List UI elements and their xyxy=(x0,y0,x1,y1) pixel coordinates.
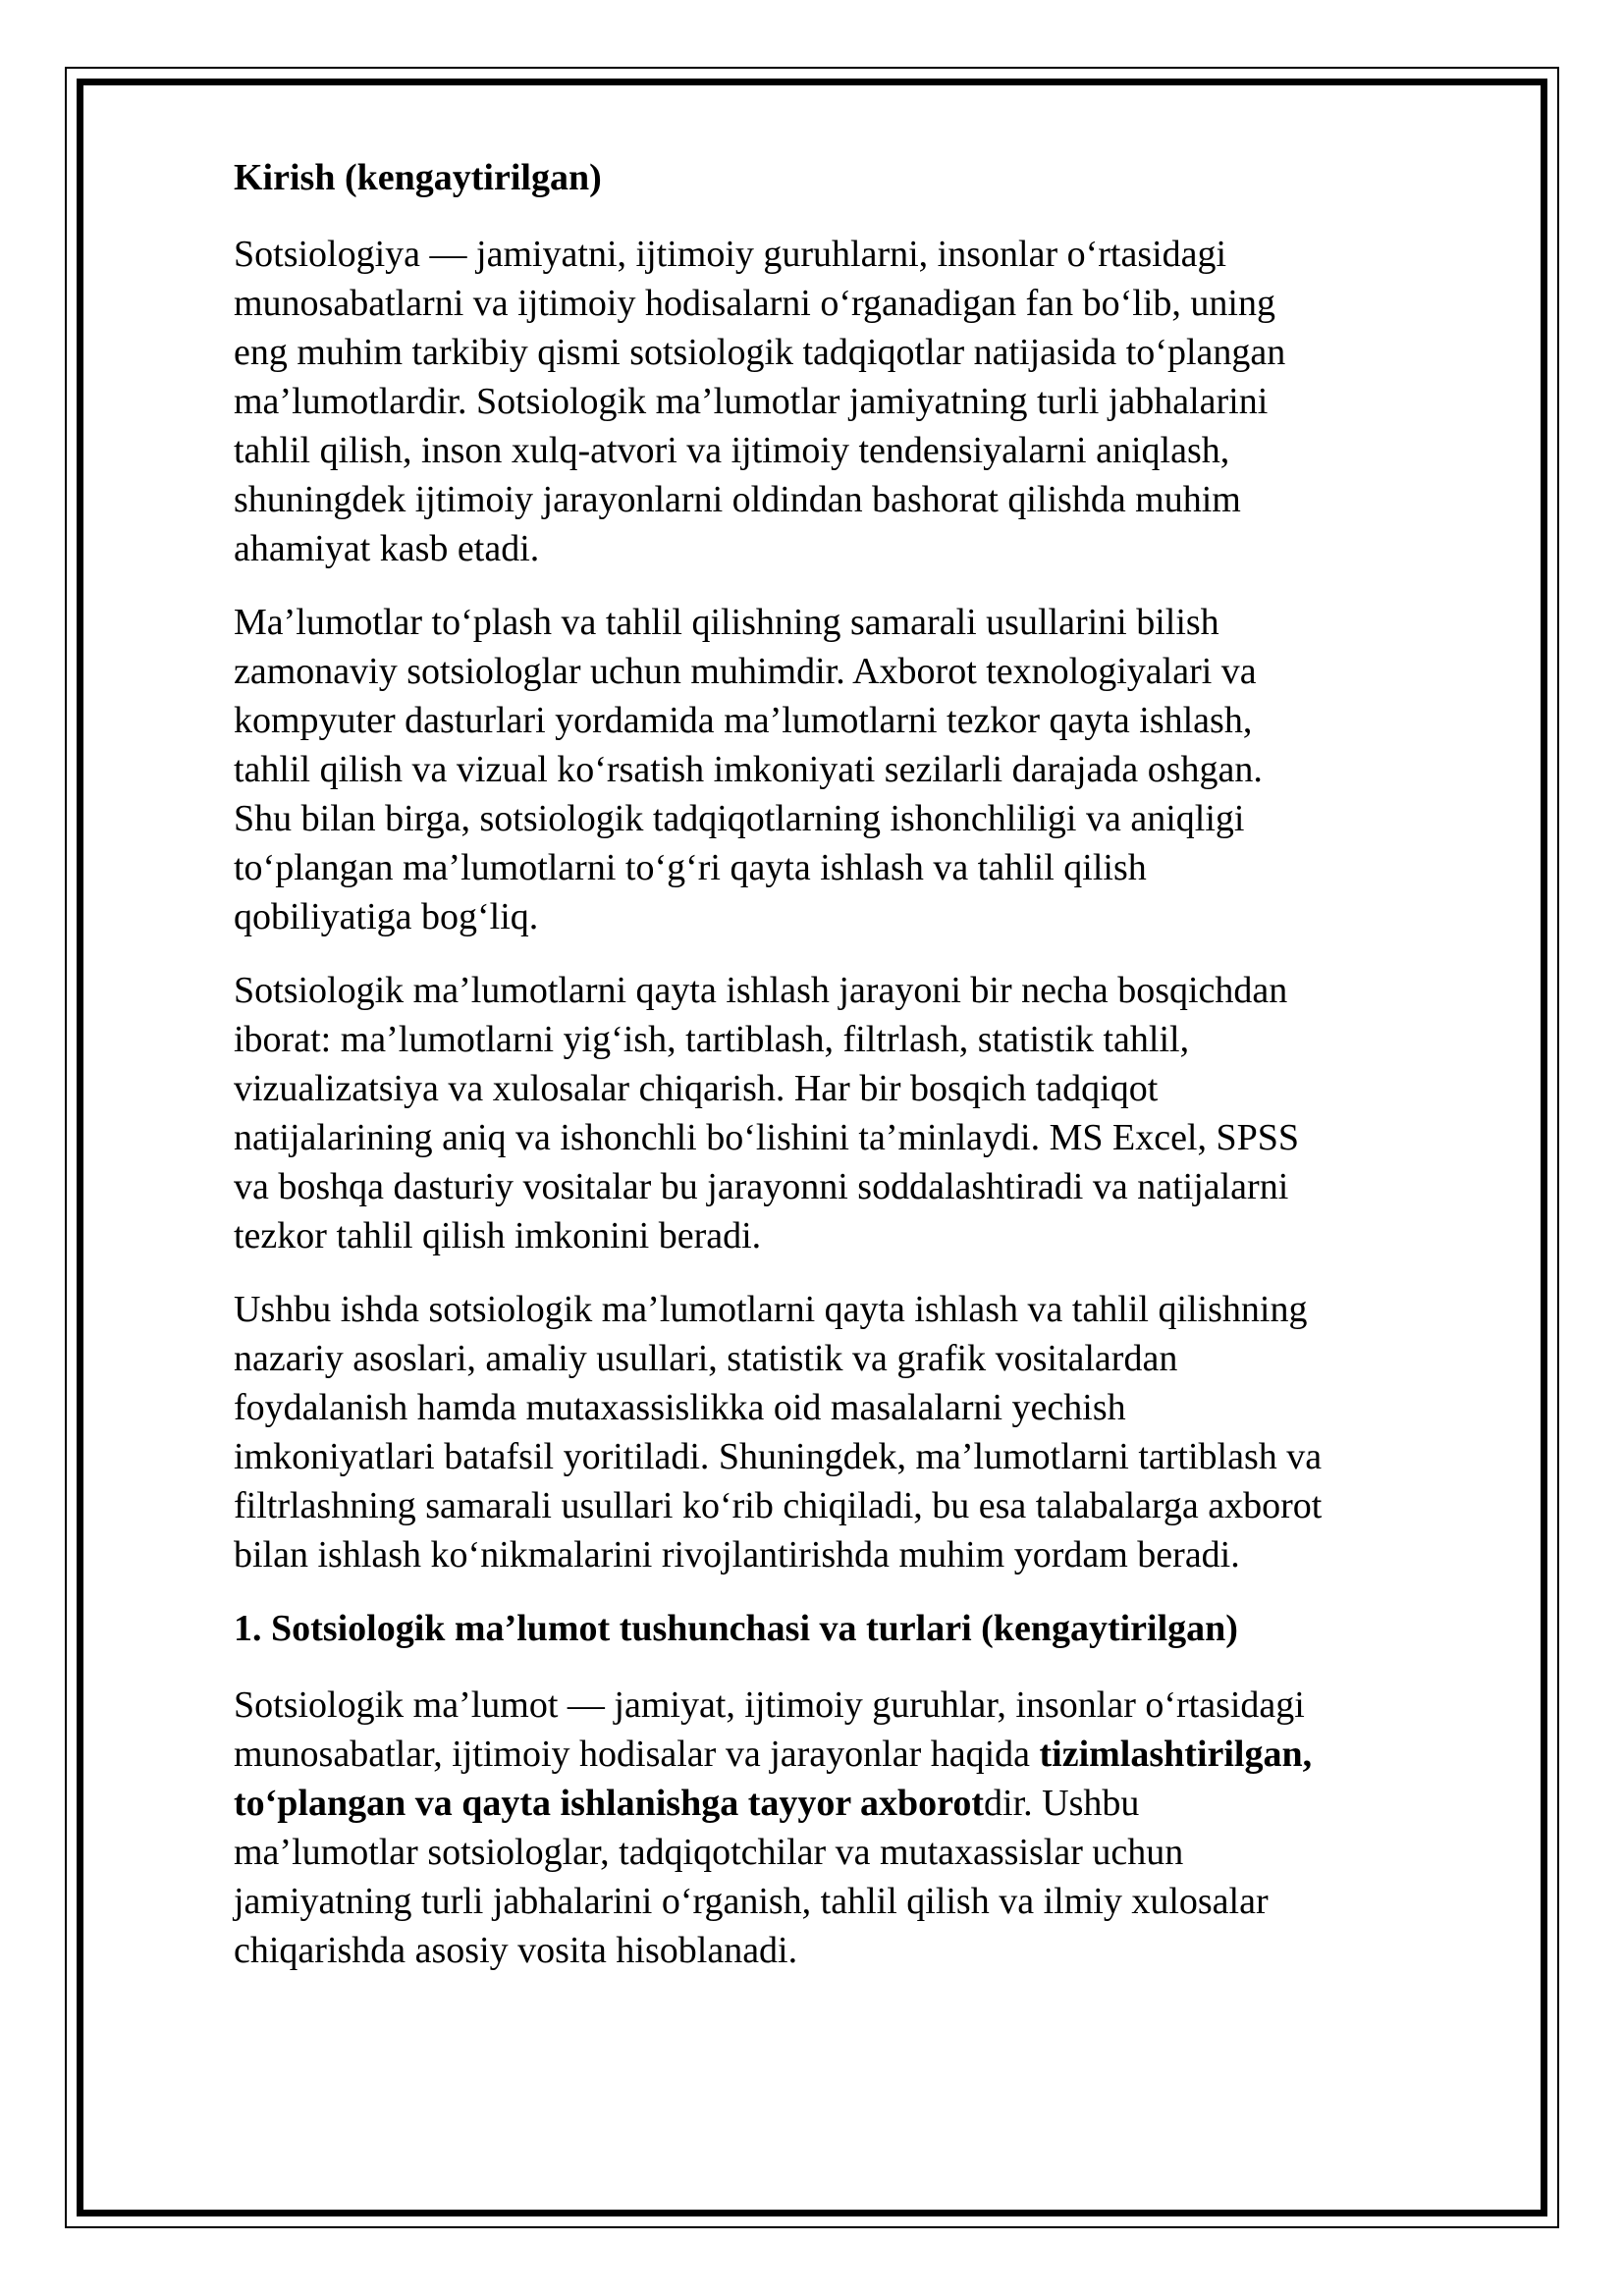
document-body xyxy=(234,153,1526,1975)
text-line: ma’lumotlar sotsiologlar, tadqiqotchilar va mutaxassislar uchun xyxy=(234,1832,1184,1873)
section-1-paragraph xyxy=(234,1681,1526,1975)
text-line: ma’lumotlardir. Sotsiologik ma’lumotlar jamiyatning turli jabhalarini xyxy=(234,381,1269,422)
text-line: Shu bilan birga, sotsiologik tadqiqotlarning ishonchliligi va aniqligi xyxy=(234,798,1245,839)
intro-paragraph-3 xyxy=(234,966,1526,1260)
text-line: foydalanish hamda mutaxassislikka oid masalalarni yechish xyxy=(234,1387,1126,1428)
text-line: zamonaviy sotsiologlar uchun muhimdir. Axborot texnologiyalari va xyxy=(234,651,1257,692)
text-line: imkoniyatlari batafsil yoritiladi. Shuningdek, ma’lumotlarni tartiblash va xyxy=(234,1436,1323,1477)
text-line xyxy=(234,1779,1526,1828)
text-line: nazariy asoslari, amaliy usullari, statistik va grafik vositalardan xyxy=(234,1338,1178,1379)
text-line: Sotsiologiya — jamiyatni, ijtimoiy guruhlarni, insonlar o‘rtasidagi xyxy=(234,234,1227,275)
text-line: natijalarining aniq va ishonchli bo‘lishini ta’minlaydi. MS Excel, SPSS xyxy=(234,1117,1300,1158)
text-line: va boshqa dasturiy vositalar bu jarayonni soddalashtiradi va natijalarni xyxy=(234,1166,1289,1207)
text-line: filtrlashning samarali usullari ko‘rib chiqiladi, bu esa talabalarga axborot xyxy=(234,1485,1323,1526)
text-line: munosabatlarni va ijtimoiy hodisalarni o‘rganadigan fan bo‘lib, uning xyxy=(234,283,1275,324)
heading-section-1: 1. Sotsiologik ma’lumot tushunchasi va turlari (kengaytirilgan) xyxy=(234,1608,1238,1649)
text-line: chiqarishda asosiy vosita hisoblanadi. xyxy=(234,1930,798,1971)
text-line: bilan ishlash ko‘nikmalarini rivojlantirishda muhim yordam beradi. xyxy=(234,1534,1240,1575)
intro-paragraph-4 xyxy=(234,1285,1526,1579)
text-line xyxy=(234,1730,1526,1779)
text-line: eng muhim tarkibiy qismi sotsiologik tadqiqotlar natijasida to‘plangan xyxy=(234,332,1286,373)
text-line: kompyuter dasturlari yordamida ma’lumotlarni tezkor qayta ishlash, xyxy=(234,700,1253,741)
text-line: tahlil qilish, inson xulq-atvori va ijtimoiy tendensiyalarni aniqlash, xyxy=(234,430,1230,471)
intro-paragraph-2 xyxy=(234,598,1526,941)
text-line: tezkor tahlil qilish imkonini beradi. xyxy=(234,1215,762,1256)
text-line: Sotsiologik ma’lumot — jamiyat, ijtimoiy guruhlar, insonlar o‘rtasidagi xyxy=(234,1684,1305,1726)
text-line: iborat: ma’lumotlarni yig‘ish, tartiblash, filtrlash, statistik tahlil, xyxy=(234,1019,1190,1060)
text-line: Sotsiologik ma’lumotlarni qayta ishlash jarayoni bir necha bosqichdan xyxy=(234,970,1288,1011)
text-line: Ma’lumotlar to‘plash va tahlil qilishning samarali usullarini bilish xyxy=(234,602,1219,643)
bold-text-run: tizimlashtirilgan, xyxy=(1039,1734,1313,1775)
bold-text-run: to‘plangan va qayta ishlanishga tayyor axborot xyxy=(234,1783,985,1824)
text-line: ahamiyat kasb etadi. xyxy=(234,528,540,569)
text-line: qobiliyatiga bog‘liq. xyxy=(234,896,539,937)
text-line: vizualizatsiya va xulosalar chiqarish. Har bir bosqich tadqiqot xyxy=(234,1068,1159,1109)
text-run: dir. Ushbu xyxy=(984,1783,1140,1824)
heading-intro: Kirish (kengaytirilgan) xyxy=(234,157,602,198)
text-line: tahlil qilish va vizual ko‘rsatish imkoniyati sezilarli darajada oshgan. xyxy=(234,749,1263,790)
text-run: munosabatlar, ijtimoiy hodisalar va jarayonlar haqida xyxy=(234,1734,1040,1775)
text-line: to‘plangan ma’lumotlarni to‘g‘ri qayta ishlash va tahlil qilish xyxy=(234,847,1147,888)
text-line: Ushbu ishda sotsiologik ma’lumotlarni qayta ishlash va tahlil qilishning xyxy=(234,1289,1308,1330)
text-line: shuningdek ijtimoiy jarayonlarni oldindan bashorat qilishda muhim xyxy=(234,479,1241,520)
text-line: jamiyatning turli jabhalarini o‘rganish, tahlil qilish va ilmiy xulosalar xyxy=(234,1881,1269,1922)
intro-paragraph-1 xyxy=(234,230,1526,573)
